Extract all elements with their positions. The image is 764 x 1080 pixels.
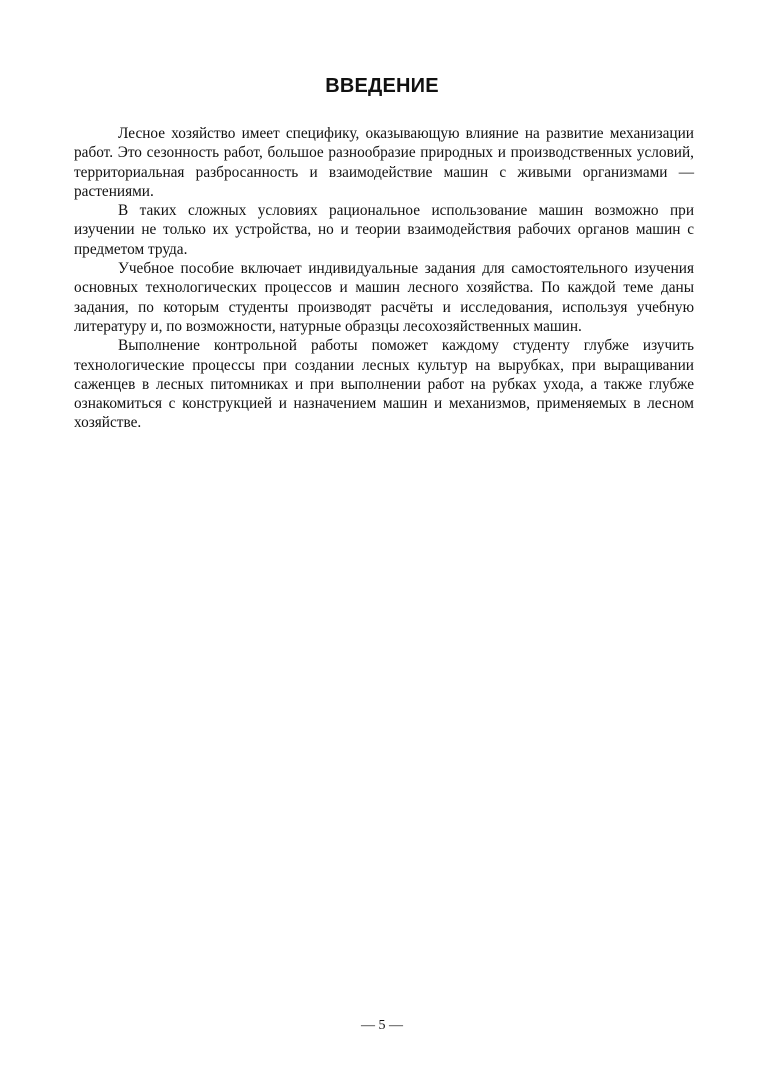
page-title: ВВЕДЕНИЕ: [325, 75, 439, 97]
paragraph: В таких сложных условиях рациональное использование машин возможно при изучении не только их устройства, но и теории взаимодействия рабочих органов машин с предметом труда.: [74, 202, 694, 258]
body-text: [74, 124, 694, 433]
page-number: — 5 —: [361, 1018, 403, 1033]
paragraph: Учебное пособие включает индивидуальные задания для самостоятельного изучения основных технологических процессов и машин лесного хозяйства. По каждой теме даны задания, по которым студенты производят расчёты и исследования, используя учебную литературу и, по возможности, натурные образцы лесохозяйственных машин.: [74, 260, 694, 335]
paragraph: Выполнение контрольной работы поможет каждому студенту глубже изучить технологические процессы при создании лесных культур на вырубках, при выращивании саженцев в лесных питомниках и при выполнении работ на рубках ухода, а также глубже ознакомиться с конструкцией и назначением машин и механизмов, применяемых в лесном хозяйстве.: [74, 337, 694, 432]
paragraph: Лесное хозяйство имеет специфику, оказывающую влияние на развитие механизации работ. Это сезонность работ, большое разнообразие природных и производственных условий, территориальная разбросанность и взаимодействие машин с живыми организмами — растениями.: [74, 125, 694, 200]
